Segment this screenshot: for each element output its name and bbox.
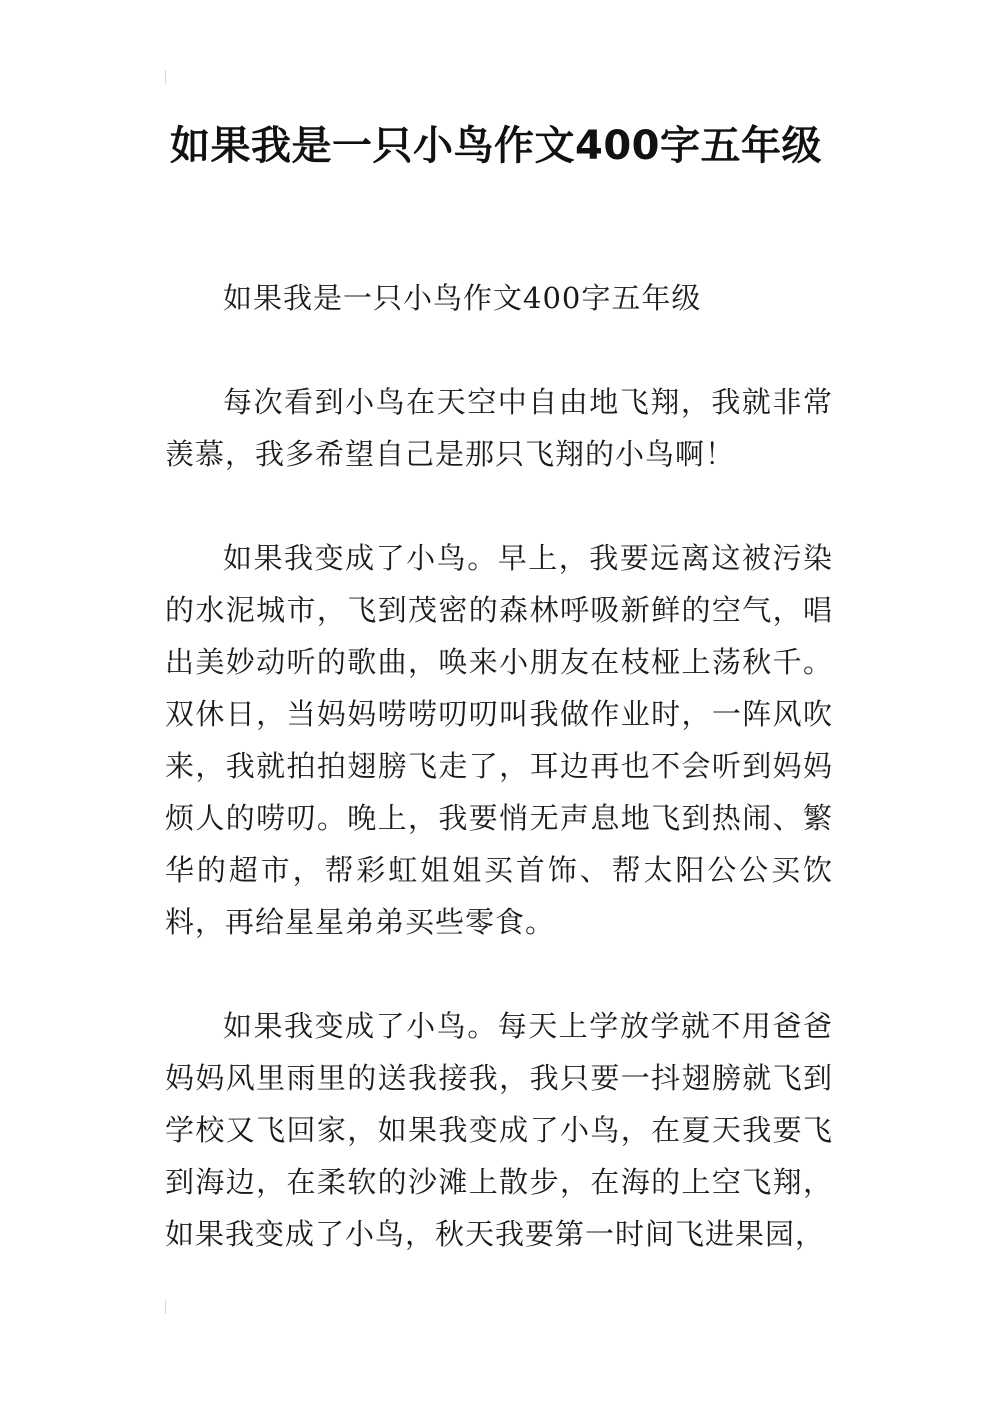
crop-mark-top bbox=[165, 70, 166, 84]
paragraph-2: 如果我变成了小鸟。早上，我要远离这被污染的水泥城市，飞到茂密的森林呼吸新鲜的空气，唱出美妙动听的歌曲，唤来小朋友在枝桠上荡秋千。双休日，当妈妈唠唠叨叨叫我做作业时，一阵风吹来，我就拍拍翅膀飞走了，耳边再也不会听到妈妈烦人的唠叨。晚上，我要悄无声息地飞到热闹、繁华的超市，帮彩虹姐姐买首饰、帮太阳公公买饮料，再给星星弟弟买些零食。 bbox=[165, 541, 833, 939]
paragraph-3: 如果我变成了小鸟。每天上学放学就不用爸爸妈妈风里雨里的送我接我，我只要一抖翅膀就飞到学校又飞回家，如果我变成了小鸟，在夏天我要飞到海边，在柔软的沙滩上散步，在海的上空飞翔，如果我变成了小鸟，秋天我要第一时间飞进果园， bbox=[165, 1009, 833, 1251]
document-title: 如果我是一只小鸟作文400字五年级 bbox=[170, 123, 822, 169]
crop-mark-bottom bbox=[165, 1300, 166, 1314]
document-subtitle: 如果我是一只小鸟作文400字五年级 bbox=[223, 281, 702, 315]
document-body bbox=[165, 272, 833, 1312]
paragraph-1: 每次看到小鸟在天空中自由地飞翔，我就非常羡慕，我多希望自己是那只飞翔的小鸟啊！ bbox=[165, 385, 833, 471]
